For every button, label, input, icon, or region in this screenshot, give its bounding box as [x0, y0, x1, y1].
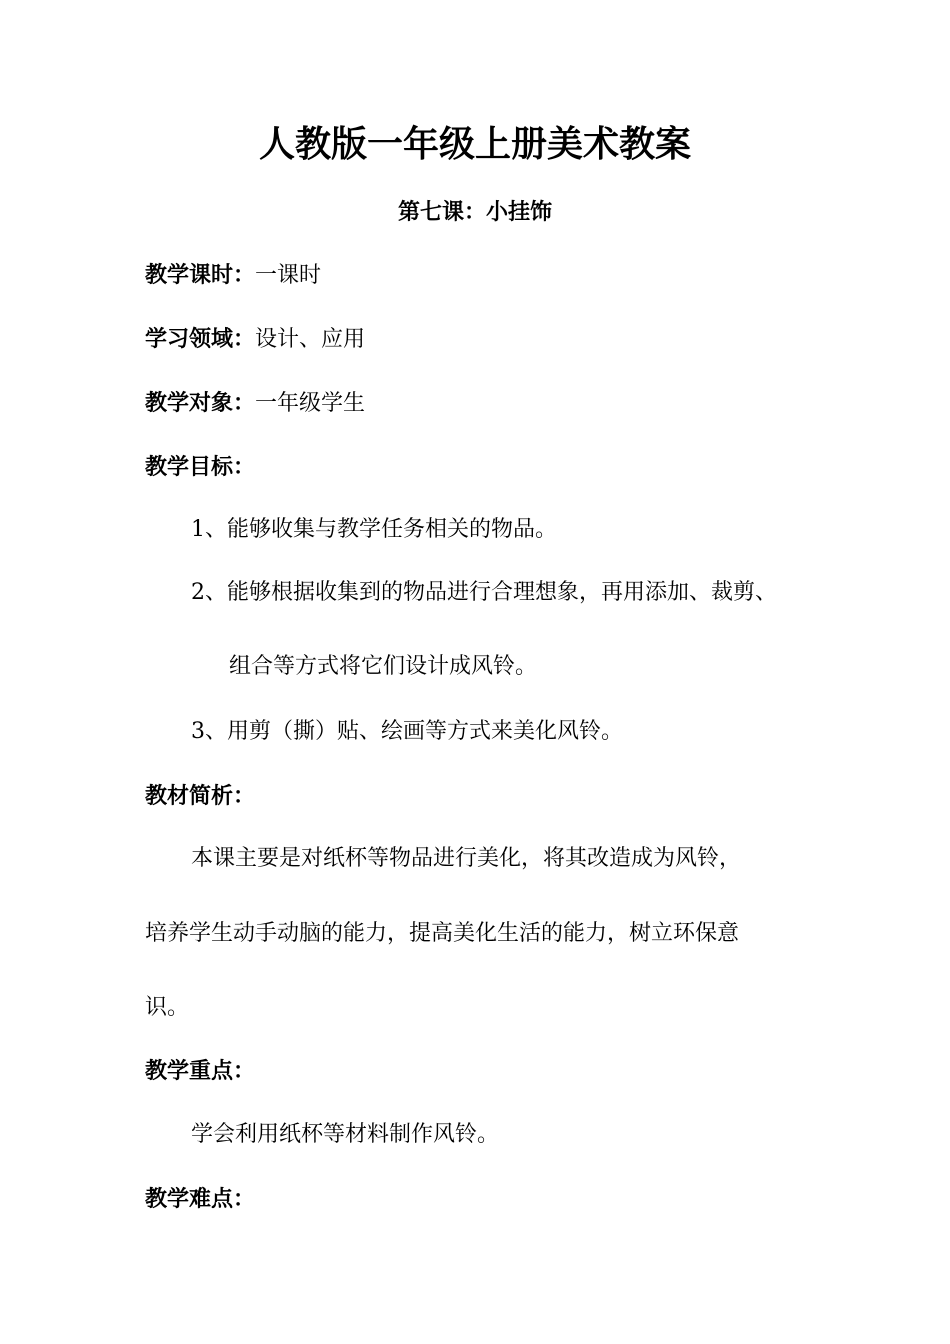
- document-title: 人教版一年级上册美术教案: [258, 123, 691, 165]
- analysis-paragraph-line: 培养学生动手动脑的能力，提高美化生活的能力，树立环保意: [145, 921, 740, 946]
- domain-row: [145, 323, 365, 356]
- objective-item: 3、用剪（撕）贴、绘画等方式来美化风铃。: [191, 719, 623, 744]
- domain-value: 设计、应用: [255, 327, 366, 352]
- analysis-paragraph-line: 识。: [145, 995, 190, 1020]
- objective-item: 1、能够收集与教学任务相关的物品。: [191, 517, 557, 542]
- objective-item: 2、能够根据收集到的物品进行合理想象，再用添加、裁剪、: [191, 580, 777, 605]
- key-point-heading: 教学重点：: [145, 1058, 256, 1084]
- objective-item-continued: 组合等方式将它们设计成风铃。: [229, 654, 538, 679]
- domain-label: 学习领域：: [145, 326, 256, 352]
- audience-value: 一年级学生: [255, 391, 366, 416]
- audience-row: [145, 387, 365, 420]
- difficulty-heading: 教学难点：: [145, 1186, 256, 1212]
- analysis-paragraph-line: 本课主要是对纸杯等物品进行美化，将其改造成为风铃，: [191, 846, 742, 871]
- key-point-text: 学会利用纸杯等材料制作风铃。: [191, 1122, 500, 1147]
- lesson-time-value: 一课时: [255, 263, 322, 288]
- audience-label: 教学对象：: [145, 390, 256, 416]
- lesson-time-row: [145, 259, 321, 292]
- objectives-heading: 教学目标：: [145, 454, 256, 480]
- lesson-time-label: 教学课时：: [145, 262, 256, 288]
- lesson-subtitle: 第七课：小挂饰: [397, 199, 552, 225]
- analysis-heading: 教材简析：: [145, 783, 256, 809]
